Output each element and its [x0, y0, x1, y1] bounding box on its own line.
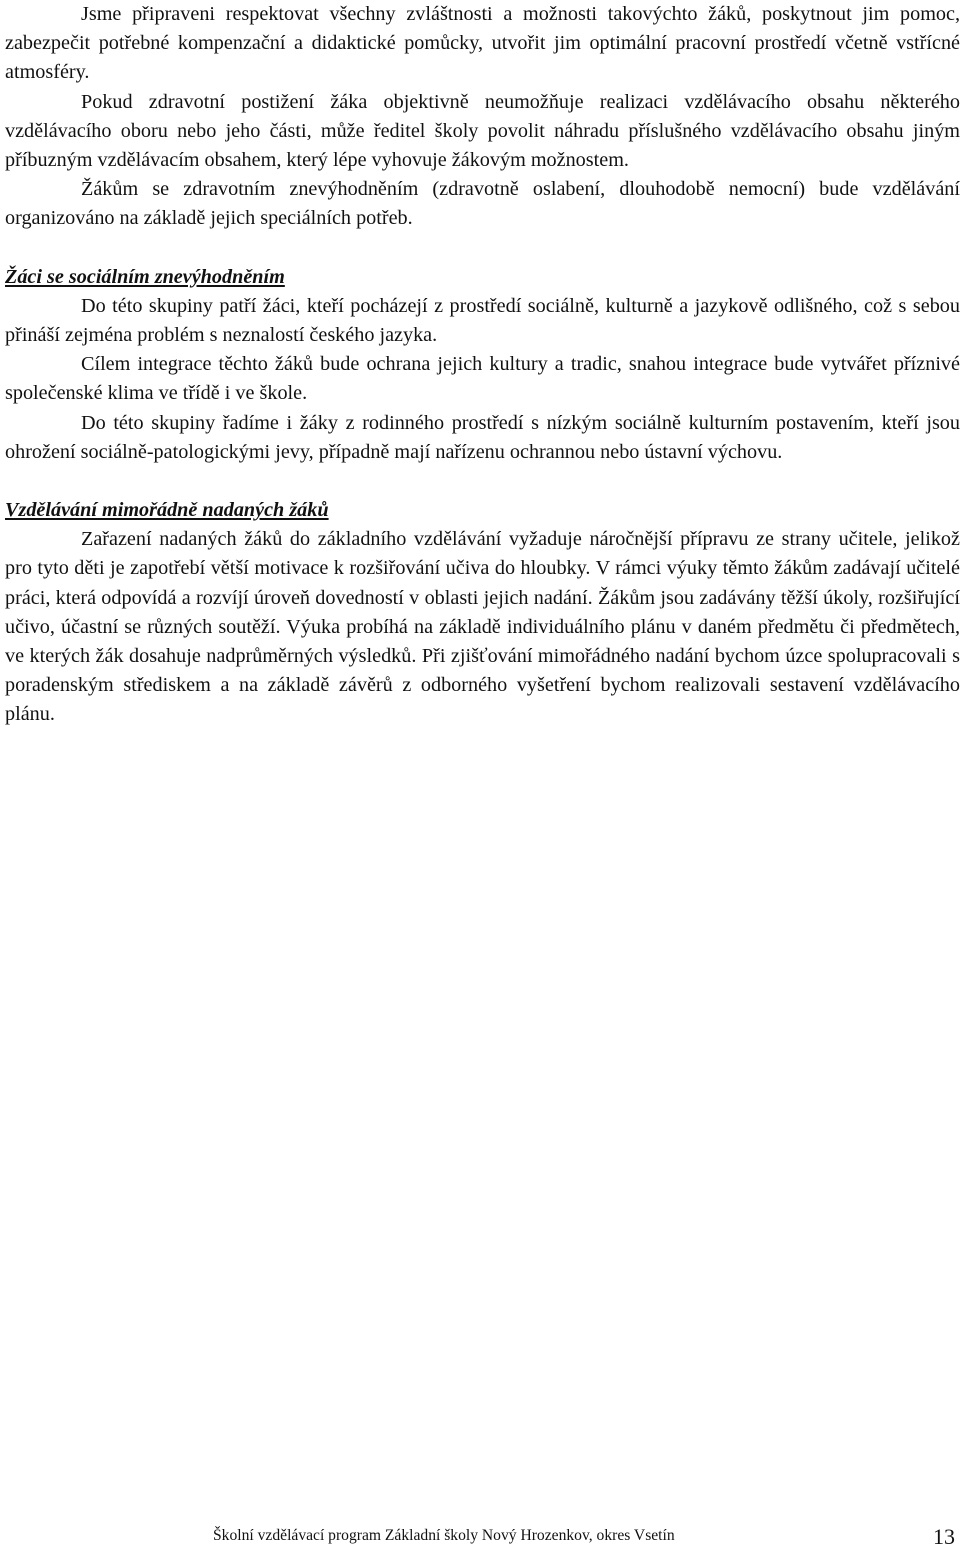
- page-footer: [0, 1522, 960, 1552]
- page-number: 13: [933, 1524, 955, 1549]
- section-gap: [5, 467, 960, 496]
- heading-social-disadvantage: Žáci se sociálním znevýhodněním: [5, 265, 285, 288]
- footer-title: Školní vzdělávací program Základní školy Nový Hrozenkov, okres Vsetín: [213, 1527, 675, 1544]
- paragraph-compensation: Jsme připraveni respektovat všechny zvláštnosti a možnosti takovýchto žáků, poskytnout jim pomoc, zabezpečit potřebné kompenzační a didaktické pomůcky, utvořit jim optimální pracovní prostředí včetně vstřícné atmosféry.: [5, 3, 960, 84]
- paragraph-integration-goal: Cílem integrace těchto žáků bude ochrana jejich kultury a tradic, snahou integrace bude vytvářet příznivé společenské klima ve třídě i ve škole.: [5, 353, 960, 405]
- paragraph-gifted-students: Zařazení nadaných žáků do základního vzdělávání vyžaduje náročnější přípravu ze strany učitele, jelikož pro tyto děti je zapotřebí větší motivace k rozšiřování učiva do hloubky. V rámci výuky těmto žákům zadávají učitelé práci, která odpovídá a rozvíjí úroveň dovedností v oblasti jejich nadání. Žákům jsou zadávány těžší úkoly, rozšiřující učivo, účastní se různých soutěží. Výuka probíhá na základě individuálního plánu v daném předmětu či předmětech, ve kterých žák dosahuje nadprůměrných výsledků. Při zjišťování mimořádného nadání bychom úzce spolupracovali s poradenským střediskem a na základě závěrů z odborného vyšetření bychom realizovali sestavení vzdělávacího plánu.: [5, 528, 960, 726]
- section-gap: [5, 234, 960, 263]
- document-page: [5, 0, 960, 730]
- heading-gifted-education: Vzdělávání mimořádně nadaných žáků: [5, 499, 329, 522]
- paragraph-social-group: Do této skupiny patří žáci, kteří pocházejí z prostředí sociálně, kulturně a jazykově odlišného, což s sebou přináší zejména problém s neznalostí českého jazyka.: [5, 294, 960, 347]
- paragraph-family-environment: Do této skupiny řadíme i žáky z rodinného prostředí s nízkým sociálně kulturním postavením, kteří jsou ohrožení sociálně-patologickými jevy, případně mají nařízenu ochrannou nebo ústavní výchovu.: [5, 411, 960, 463]
- paragraph-content-substitution: Pokud zdravotní postižení žáka objektivně neumožňuje realizaci vzdělávacího obsahu některého vzdělávacího oboru nebo jeho části, může ředitel školy povolit náhradu příslušného vzdělávacího obsahu jiným příbuzným vzdělávacím obsahem, který lépe vyhovuje žákovým možnostem.: [5, 90, 960, 172]
- paragraph-health-disadvantage: Žákům se zdravotním znevýhodněním (zdravotně oslabení, dlouhodobě nemocní) bude vzdělávání organizováno na základě jejich speciálních potřeb.: [5, 178, 960, 230]
